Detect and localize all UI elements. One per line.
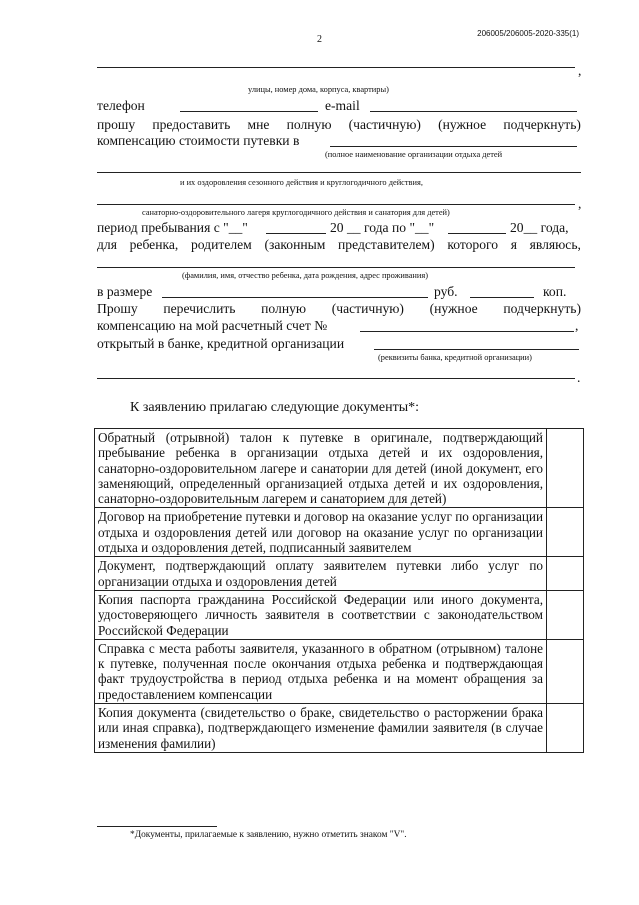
account-field[interactable] [360, 331, 574, 332]
email-field[interactable] [370, 111, 577, 112]
amount-rub-field[interactable] [162, 297, 428, 298]
table-row [95, 639, 584, 703]
bank-caption: (реквизиты банка, кредитной организации) [378, 353, 532, 362]
org-caption-2: и их оздоровления сезонного действия и круглогодичного действия, [180, 178, 423, 187]
amount-kop-field[interactable] [470, 297, 534, 298]
organization-field[interactable] [330, 146, 577, 147]
document-checkbox[interactable] [547, 508, 584, 557]
footnote: *Документы, прилагаемые к заявлению, нужно отметить знаком "V". [130, 830, 407, 840]
table-row [95, 429, 584, 508]
bank-label: открытый в банке, кредитной организации [97, 336, 345, 351]
phone-label: телефон [97, 98, 145, 113]
amount-label: в размере [97, 284, 153, 299]
organization-field-2[interactable] [97, 172, 581, 173]
bank-field-2[interactable] [97, 378, 575, 379]
org-caption-3: санаторно-оздоровительного лагеря круглогодичного действия и санатория для детей) [142, 208, 450, 217]
document-text: Копия документа (свидетельство о браке, свидетельство о расторжении брака или иная справка), подтверждающего изменение фамилии заявителя (в случае изменения фамилии) [95, 704, 547, 753]
phone-field[interactable] [180, 111, 318, 112]
page-number: 2 [317, 34, 322, 45]
document-id: 206005/206005-2020-335(1) [477, 29, 579, 38]
street-comma: , [578, 63, 582, 78]
account-comma: , [575, 318, 579, 333]
street-field[interactable] [97, 67, 575, 68]
table-row [95, 508, 584, 557]
kop-label: коп. [543, 284, 567, 299]
child-line: для ребенка, родителем (законным представителем) которого я являюсь, [97, 237, 581, 252]
period-from-field[interactable] [266, 233, 326, 234]
document-checkbox[interactable] [547, 639, 584, 703]
bank-field[interactable] [374, 349, 579, 350]
account-label: компенсацию на мой расчетный счет № [97, 318, 328, 333]
period-to-field[interactable] [448, 233, 506, 234]
rub-label: руб. [434, 284, 458, 299]
documents-intro: К заявлению прилагаю следующие документы*: [130, 400, 420, 415]
document-checkbox[interactable] [547, 429, 584, 508]
document-checkbox[interactable] [547, 590, 584, 639]
table-row [95, 704, 584, 753]
document-text: Обратный (отрывной) талон к путевке в оригинале, подтверждающий пребывание ребенка в организации отдыха детей и их оздоровления, санаторно-оздоровительном лагере и санатории для детей (иной документ, его заменяющий, определенный организацией отдыха детей и их оздоровления, санаторно-оздоровительным лагерем и санаторием для детей) [95, 429, 547, 508]
footnote-divider [97, 826, 217, 827]
document-text: Договор на приобретение путевки и договор на оказание услуг по организации отдыха и оздоровления детей или договор на оказание услуг по организации отдыха и оздоровления детей, подписанный заявителем [95, 508, 547, 557]
period-year-1: 20 __ года по "__" [330, 220, 435, 235]
document-text: Документ, подтверждающий оплату заявителем путевки либо услуг по организации отдыха и оздоровления детей [95, 557, 547, 591]
bank-period: . [577, 370, 581, 385]
org-comma: , [578, 196, 582, 211]
document-text: Справка с места работы заявителя, указанного в обратном (отрывном) талоне к путевке, полученная после окончания отдыха ребенка и подтверждающая факт трудоустройства в период отдыха ребенка и на момент обращения за предоставлением компенсации [95, 639, 547, 703]
period-label: период пребывания с "__" [97, 220, 248, 235]
child-field[interactable] [97, 267, 575, 268]
request-line: прошу предоставить мне полную (частичную) (нужное подчеркнуть) [97, 117, 581, 132]
org-caption-1: (полное наименование организации отдыха детей [325, 150, 503, 159]
street-caption: улицы, номер дома, корпуса, квартиры) [248, 85, 389, 94]
document-checkbox[interactable] [547, 704, 584, 753]
table-row [95, 557, 584, 591]
documents-table [94, 428, 584, 753]
email-label: e-mail [325, 98, 360, 113]
transfer-line: Прошу перечислить полную (частичную) (нужное подчеркнуть) [97, 301, 581, 316]
table-row [95, 590, 584, 639]
organization-field-3[interactable] [97, 204, 575, 205]
child-caption: (фамилия, имя, отчество ребенка, дата рождения, адрес проживания) [182, 271, 429, 280]
compensation-label: компенсацию стоимости путевки в [97, 133, 300, 148]
period-year-2: 20__ года, [510, 220, 569, 235]
document-checkbox[interactable] [547, 557, 584, 591]
document-text: Копия паспорта гражданина Российской Федерации или иного документа, удостоверяющего личность заявителя в соответствии с законодательством Российской Федерации [95, 590, 547, 639]
